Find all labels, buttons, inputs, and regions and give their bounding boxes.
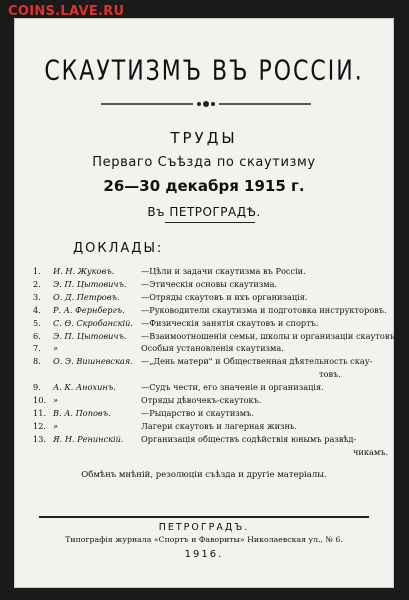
report-topic: товъ. [319,369,341,380]
works-heading: ТРУДЫ [170,129,238,147]
report-topic: Лагери скаутовъ и лагерная жизнь. [141,420,298,431]
report-item [33,433,383,446]
report-number: 13. [33,433,47,444]
report-author: Э. П. Цытовичъ. [53,278,127,289]
report-topic: чикамъ. [353,446,389,457]
report-topic: —Отряды скаутовъ и ихъ организація. [141,291,308,302]
report-author: Э. П. Цытовичъ. [53,330,127,341]
report-item [33,330,398,343]
report-topic: Особыя установленія скаутизма. [141,343,284,354]
report-number: 6. [33,330,41,341]
publication-year: 1916. [184,549,224,560]
report-item [33,265,383,278]
report-author: И. Н. Жуковъ. [53,266,115,276]
report-item [33,342,383,355]
report-item [33,291,383,304]
reports-list [33,265,398,459]
report-author: О. Э. Вишневская. [53,356,133,367]
report-number: 9. [33,382,41,393]
report-topic: —Судъ чести, его значеніе и организація. [141,382,324,393]
report-number: 10. [33,395,47,406]
report-author: Р. А. Фернбергъ. [53,304,125,315]
report-number: 8. [33,356,41,367]
report-item [33,317,383,330]
report-item [33,394,383,407]
report-item [33,368,383,381]
imprint: Типографія журнала «Спортъ и Фавориты» Николаевская ул., № 6. [65,535,343,544]
report-topic: —Этическія основы скаутизма. [141,278,278,289]
report-number: 4. [33,304,41,315]
report-topic: —„День матери" и Общественная дѣятельность скау- [141,356,373,367]
report-topic: —Руководители скаутизма и подготовка инструкторовъ. [141,304,387,315]
report-topic: —Рыцарство и скаутизмъ. [141,407,254,418]
report-topic: —Цѣли и задачи скаутизма въ Россіи. [141,266,306,276]
report-author: А. К. Анохинъ. [53,382,116,393]
report-number: 7. [33,343,41,354]
report-item [33,420,383,433]
report-item [33,304,387,317]
report-number: 5. [33,317,41,328]
document-page [14,18,398,588]
report-author: » [53,420,59,431]
report-item [33,278,383,291]
report-number: 12. [33,420,47,431]
footnote: Обмѣнъ мнѣній, резолюціи съѣзда и другіе матеріалы. [81,470,327,480]
report-number: 2. [33,278,41,289]
city-underline [165,222,255,223]
report-item [33,381,383,394]
report-topic: Организація обществъ содѣйствія юнымъ развѣд- [141,433,357,444]
report-author: В. А. Поповъ. [53,407,111,418]
report-author: » [53,343,59,354]
report-number: 11. [33,407,47,418]
report-number: 1. [33,266,41,276]
report-author: О. Д. Петровъ. [53,291,120,302]
report-author: » [53,395,59,406]
footer-rule [39,516,369,518]
report-number: 3. [33,291,41,302]
ornament-divider [101,99,311,109]
report-item [33,407,383,420]
report-item [33,355,383,368]
watermark: COINS.LAVE.RU [8,4,125,19]
page-title: СКАУТИЗМЪ ВЪ РОССІИ. [44,55,364,88]
imprint-city: ПЕТРОГРАДЪ. [158,522,250,533]
report-topic: Отряды дѣвочекъ-скаутокъ. [141,395,262,406]
report-topic: —Физическія занятія скаутовъ и спортъ. [141,317,319,328]
reports-heading: ДОКЛАДЫ: [73,241,164,256]
report-topic: —Взаимоотношенія семьи, школы и организаціи скаутовъ. [141,330,398,341]
congress-city: Въ ПЕТРОГРАДѢ. [147,205,261,219]
report-author: Я. Н. Ренинскій. [53,433,124,444]
congress-dates: 26—30 декабря 1915 г. [103,177,305,195]
report-author: С. Ө. Скробанскій. [53,317,133,328]
congress-subtitle: Перваго Съѣзда по скаутизму [92,155,316,170]
report-item [33,446,389,459]
